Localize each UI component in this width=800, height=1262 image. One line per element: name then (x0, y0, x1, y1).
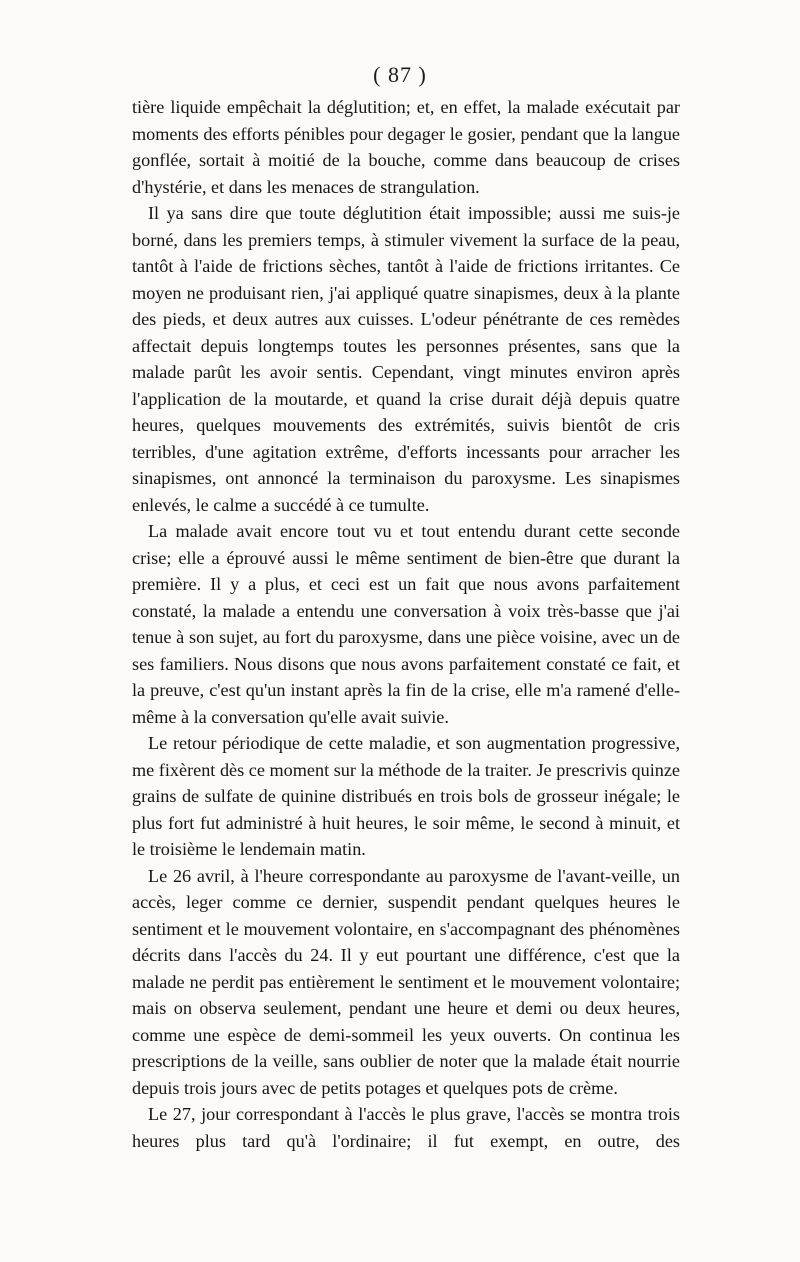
page-number: ( 87 ) (373, 62, 427, 87)
paragraph: Le 27, jour correspondant à l'accès le plus grave, l'accès se montra trois heures plus tard qu'à l'ordinaire; il fut exempt, en outre, des (132, 1104, 680, 1151)
paragraph: Le 26 avril, à l'heure correspondante au paroxysme de l'avant-veille, un accès, leger comme ce dernier, suspendit pendant quelques heures le sentiment et le mouvement volontaire, en s'accompagnant des phénomènes décrits dans l'accès du 24. Il y eut pourtant une différence, c'est que la malade ne perdit pas entièrement le sentiment et le mouvement volontaire; mais on observa seulement, pendant une heure et demi ou deux heures, comme une espèce de demi-sommeil les yeux ouverts. On continua les prescriptions de la veille, sans oublier de noter que la malade était nourrie depuis trois jours avec de petits potages et quelques pots de crème. (132, 865, 680, 1098)
body-text (132, 94, 680, 1154)
paragraph: Le retour périodique de cette maladie, et son augmentation progressive, me fixèrent dès ce moment sur la méthode de la traiter. Je prescrivis quinze grains de sulfate de quinine distribués en trois bols de grosseur inégale; le plus fort fut administré à huit heures, le soir même, le second à minuit, et le troisième le lendemain matin. (132, 733, 680, 859)
paragraph: Il ya sans dire que toute déglutition était impossible; aussi me suis-je borné, dans les premiers temps, à stimuler vivement la surface de la peau, tantôt à l'aide de frictions sèches, tantôt à l'aide de frictions irritantes. Ce moyen ne produisant rien, j'ai appliqué quatre sinapismes, deux à la plante des pieds, et deux autres aux cuisses. L'odeur pénétrante de ces remèdes affectait depuis longtemps toutes les personnes présentes, sans que la malade parût les avoir sentis. Cependant, vingt minutes environ après l'application de la moutarde, et quand la crise durait déjà depuis quatre heures, quelques mouvements des extrémités, suivis bientôt de cris terribles, d'une agitation extrême, d'efforts incessants pour arracher les sinapismes, ont annoncé la terminaison du paroxysme. Les sinapismes enlevés, le calme a succédé à ce tumulte. (132, 203, 680, 515)
paragraph: tière liquide empêchait la déglutition; et, en effet, la malade exécutait par moments des efforts pénibles pour degager le gosier, pendant que la langue gonflée, sortait à moitié de la bouche, comme dans beaucoup de crises d'hystérie, et dans les menaces de strangulation. (132, 97, 680, 197)
paragraph: La malade avait encore tout vu et tout entendu durant cette seconde crise; elle a éprouvé aussi le même sentiment de bien-être que durant la première. Il y a plus, et ceci est un fait que nous avons parfaitement constaté, la malade a entendu une conversation à voix très-basse que j'ai tenue à son sujet, au fort du paroxysme, dans une pièce voisine, avec un de ses familiers. Nous disons que nous avons parfaitement constaté ce fait, et la preuve, c'est qu'un instant après la fin de la crise, elle m'a ramené d'elle-même à la conversation qu'elle avait suivie. (132, 521, 680, 727)
